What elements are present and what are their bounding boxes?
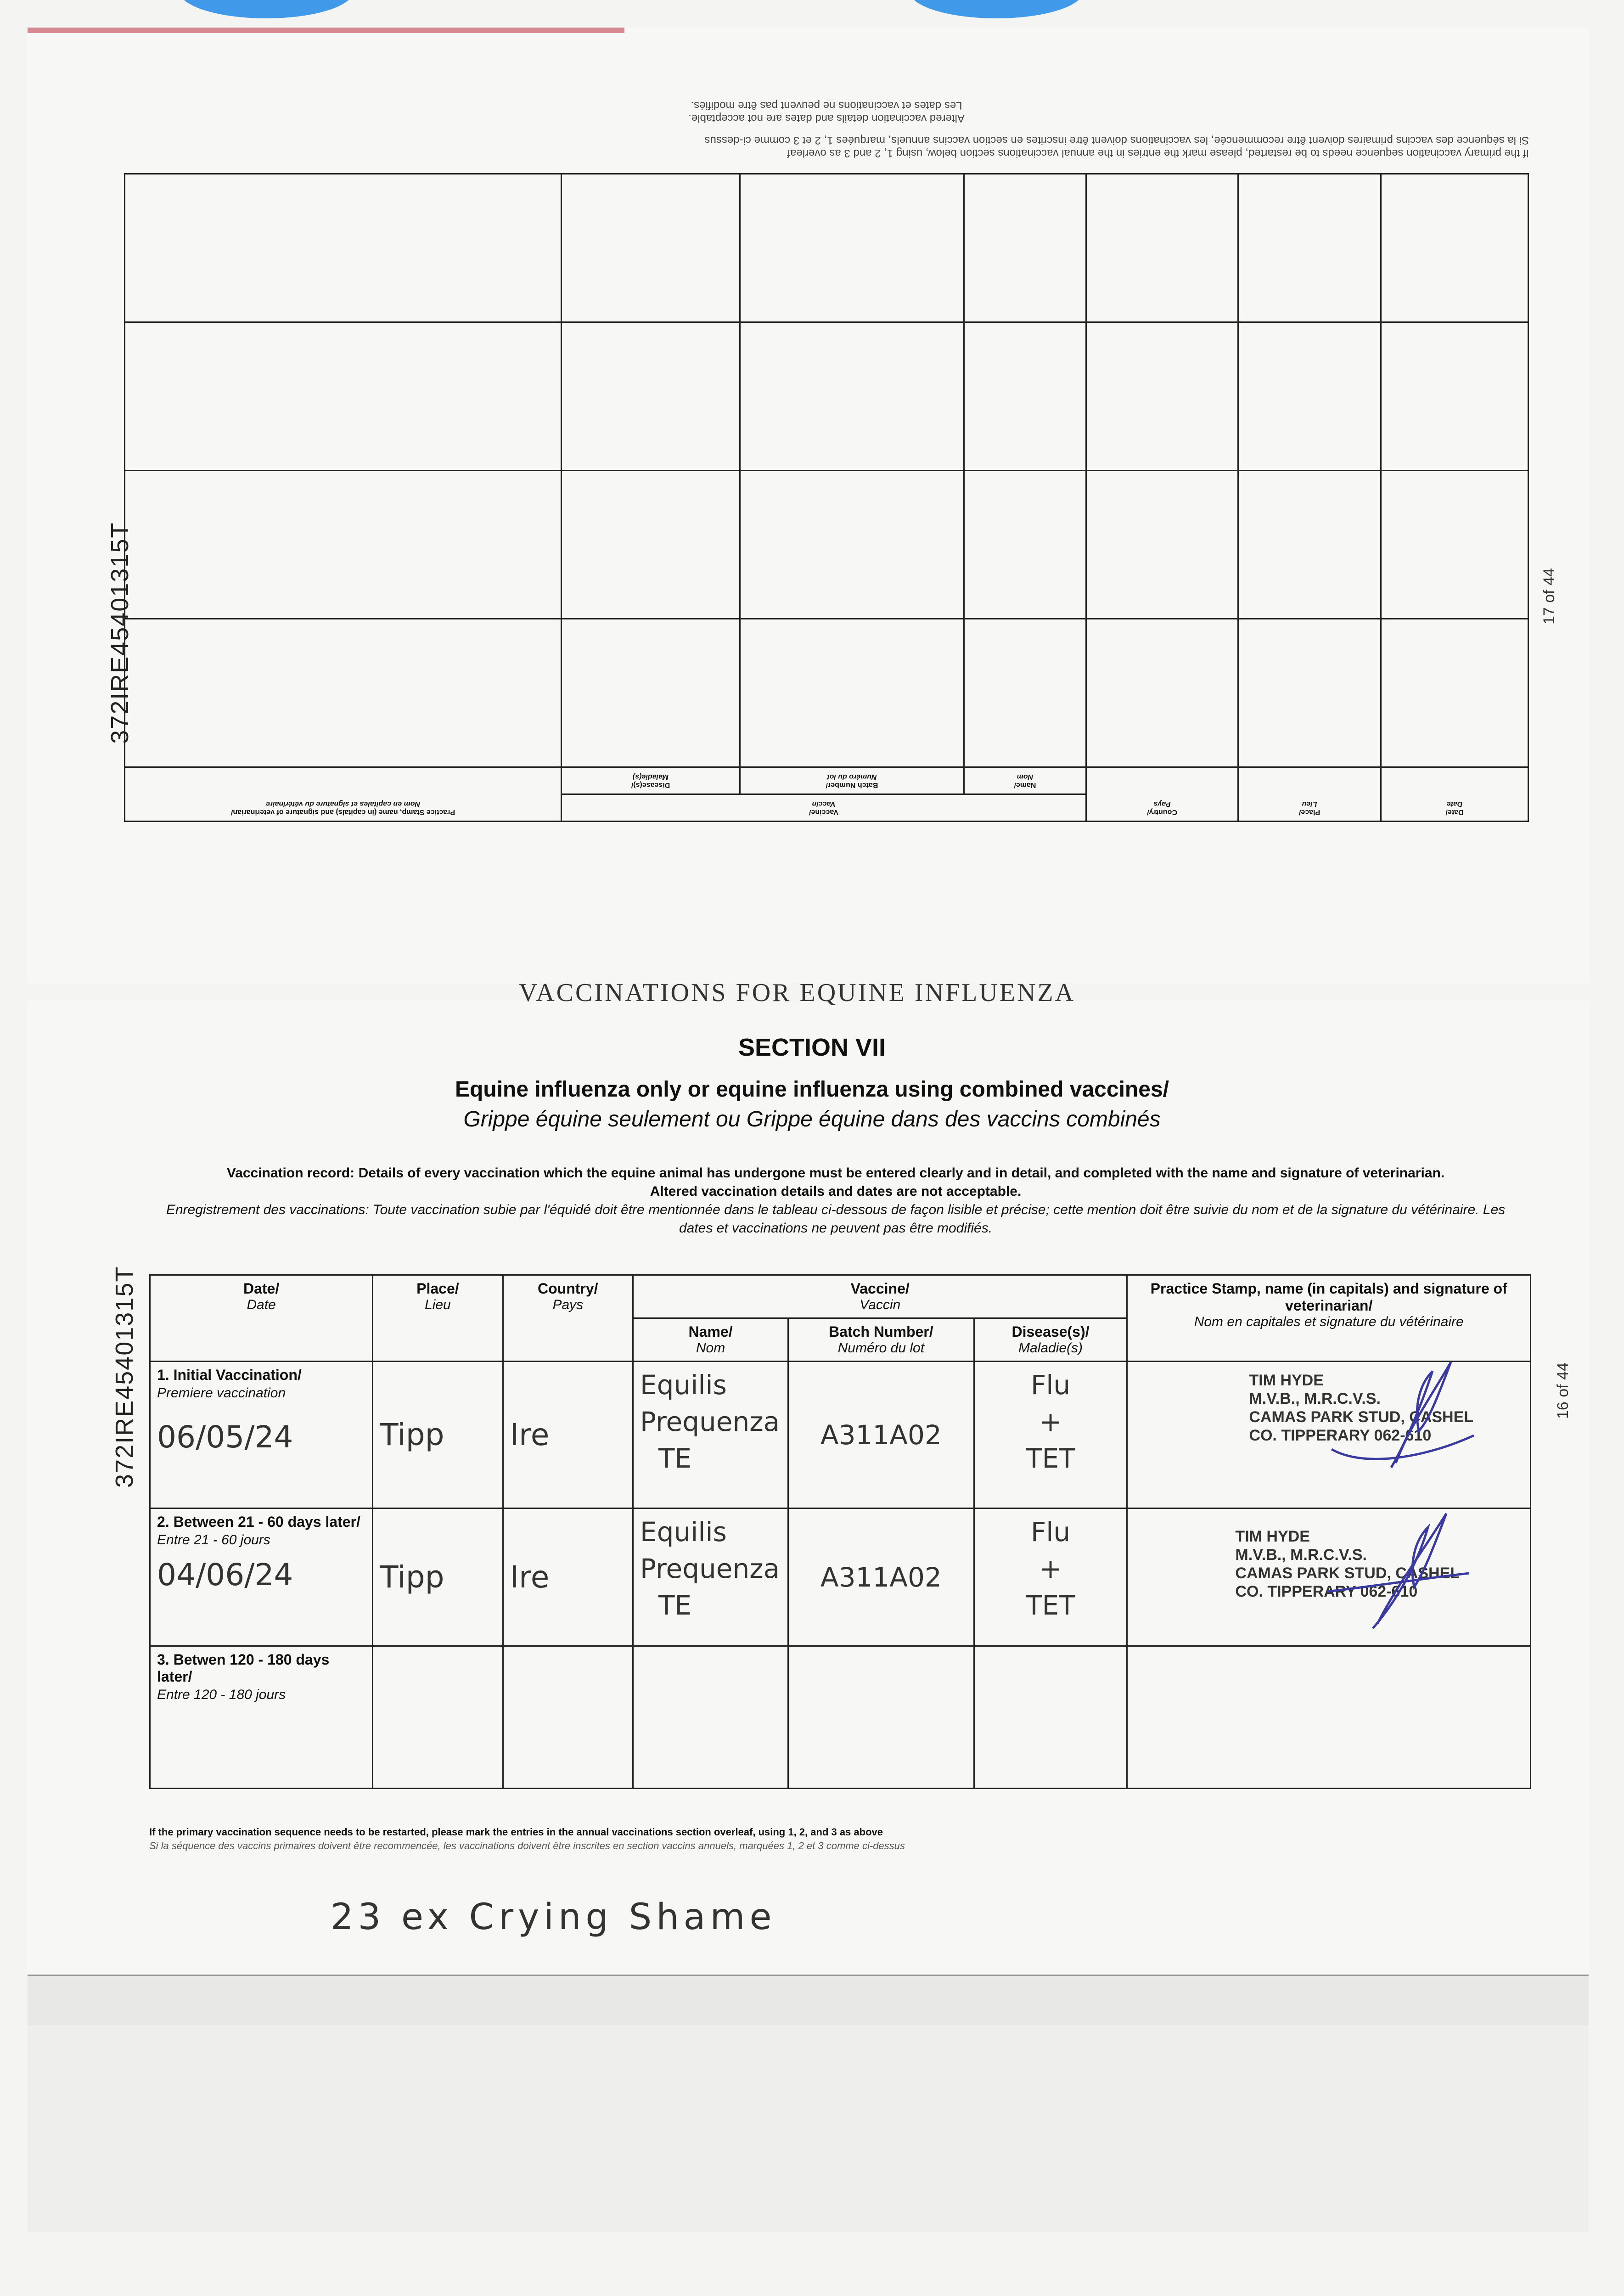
header-country: Country/ Pays (503, 1275, 633, 1362)
scanner-background (28, 2025, 1589, 2232)
page-number-lower: 16 of 44 (1554, 1362, 1572, 1419)
subtitle-fr: Grippe équine seulement ou Grippe équine dans des vaccins combinés (463, 1107, 1161, 1131)
header-stamp: Practice Stamp, name (in capitals) and signature of veterinarian/ Nom en capitales et signature du vétérinaire (1127, 1275, 1531, 1362)
table-row (150, 1646, 1531, 1789)
vaccine-name-cell: Equilis Prequenza TE (633, 1362, 788, 1508)
ink-blob (179, 0, 354, 18)
subtitle-en: Equine influenza only or equine influenza using combined vaccines/ (455, 1077, 1169, 1102)
header-batch: Batch Number/ Numéro du lot (740, 767, 964, 794)
batch-number: A311A02 (820, 1561, 942, 1593)
vaccination-place: Tipp (380, 1417, 444, 1452)
instructions: Vaccination record: Details of every vaccination which the equine animal has undergone must be entered clearly and in detail, and completed with the name and signature of veterinarian. Altered vaccination details and dates are not acceptable. Enregistrement des vaccinations: Toute vaccination subie par l'équidé doit être mentionnée dans le tableau ci-dessous de façon lisible et précise; cette mention doit être suivie du nom et de la signature du vétérinaire. Les dates et vaccinations ne peuvent pas être modifiés. (166, 1165, 1506, 1236)
section-banner: VACCINATIONS FOR EQUINE INFLUENZA (519, 979, 1076, 1007)
header-stamp: Practice Stamp, name (in capitals) and signature of veterinarian/ Nom en capitales et signature du vétérinaire (125, 767, 562, 822)
vet-stamp-cell (1127, 1508, 1531, 1646)
batch-number: A311A02 (820, 1419, 942, 1451)
vaccination-date: 06/05/24 (157, 1419, 293, 1455)
vaccine-name-cell: Equilis Prequenza TE (633, 1508, 788, 1646)
vet-stamp: TIM HYDE M.V.B., M.R.C.V.S. CAMAS PARK STUD, CASHEL CO. TIPPERARY 062-610 (1249, 1371, 1523, 1445)
passport-id-lower: 372IRE45401315T (111, 1266, 138, 1488)
stage-cell: 2. Between 21 - 60 days later/ Entre 21 - 60 jours 04/06/24 (150, 1508, 373, 1646)
header-vaccine: Vaccine/ Vaccin (562, 794, 1086, 822)
vaccination-country: Ire (510, 1417, 550, 1452)
table-row (125, 174, 1528, 322)
upside-down-page (124, 99, 1529, 822)
vaccination-place: Tipp (380, 1559, 444, 1595)
vaccination-country: Ire (510, 1559, 550, 1595)
header-disease: Disease(s)/ Maladie(s) (974, 1318, 1127, 1362)
vet-signature (1327, 1357, 1478, 1477)
vaccination-date: 04/06/24 (157, 1557, 293, 1593)
section-title: SECTION VII (738, 1034, 886, 1061)
page-strip (28, 1975, 1589, 2026)
header-date: Date/ Date (1381, 767, 1528, 822)
page-number-upper: 17 of 44 (1540, 568, 1558, 625)
upper-footnote: If the primary vaccination sequence needs to be restarted, please mark the entries in the annual vaccinations section below, using 1, 2 and 3 as overleaf Si la séquence des vaccins primaires doivent être recommencée, les vaccinations doivent être inscrites en section vaccins annuels, marquées 1, 2 et 3 comme ci-dessus Altered vaccination details and dates are not acceptable. Les dates et vaccinations ne peuvent pas être modifiés. (688, 99, 1529, 159)
vet-signature (1327, 1509, 1474, 1633)
table-row (125, 322, 1528, 471)
header-name: Name/ Nom (964, 767, 1086, 794)
ink-blob (909, 0, 1084, 18)
header-batch: Batch Number/ Numéro du lot (788, 1318, 974, 1362)
table-row (150, 1508, 1531, 1646)
header-disease: Disease(s)/ Maladie(s) (562, 767, 740, 794)
page-edge (28, 28, 624, 33)
annual-vaccination-table (124, 173, 1529, 822)
table-row (125, 619, 1528, 767)
header-vaccine: Vaccine/ Vaccin (633, 1275, 1127, 1318)
header-country: Country/ Pays (1086, 767, 1238, 822)
primary-vaccination-table (149, 1274, 1531, 1789)
passport-id-upper: 372IRE45401315T (106, 522, 134, 744)
table-row (125, 471, 1528, 619)
vet-stamp-cell (1127, 1362, 1531, 1508)
handwritten-note: 23 ex Crying Shame (331, 1896, 776, 1938)
header-name: Name/ Nom (633, 1318, 788, 1362)
stage-cell: 3. Betwen 120 - 180 days later/ Entre 120 - 180 jours (150, 1646, 373, 1789)
disease-cell: Flu + TET (974, 1362, 1127, 1508)
disease-cell: Flu + TET (974, 1508, 1127, 1646)
footnote: If the primary vaccination sequence needs to be restarted, please mark the entries in the annual vaccinations section overleaf, using 1, 2, and 3 as above Si la séquence des vaccins primaires doivent être recommencée, les vaccinations doivent être inscrites en section vaccins annuels, marquées 1, 2 et 3 comme ci-dessus (149, 1826, 905, 1851)
stage-cell: 1. Initial Vaccination/ Premiere vaccination 06/05/24 (150, 1362, 373, 1508)
header-place: Place/ Lieu (1238, 767, 1381, 822)
vet-stamp: TIM HYDE M.V.B., M.R.C.V.S. CAMAS PARK STUD, CASHEL CO. TIPPERARY 062-610 (1235, 1527, 1523, 1601)
header-date: Date/ Date (150, 1275, 373, 1362)
header-place: Place/ Lieu (373, 1275, 503, 1362)
table-row (150, 1362, 1531, 1508)
